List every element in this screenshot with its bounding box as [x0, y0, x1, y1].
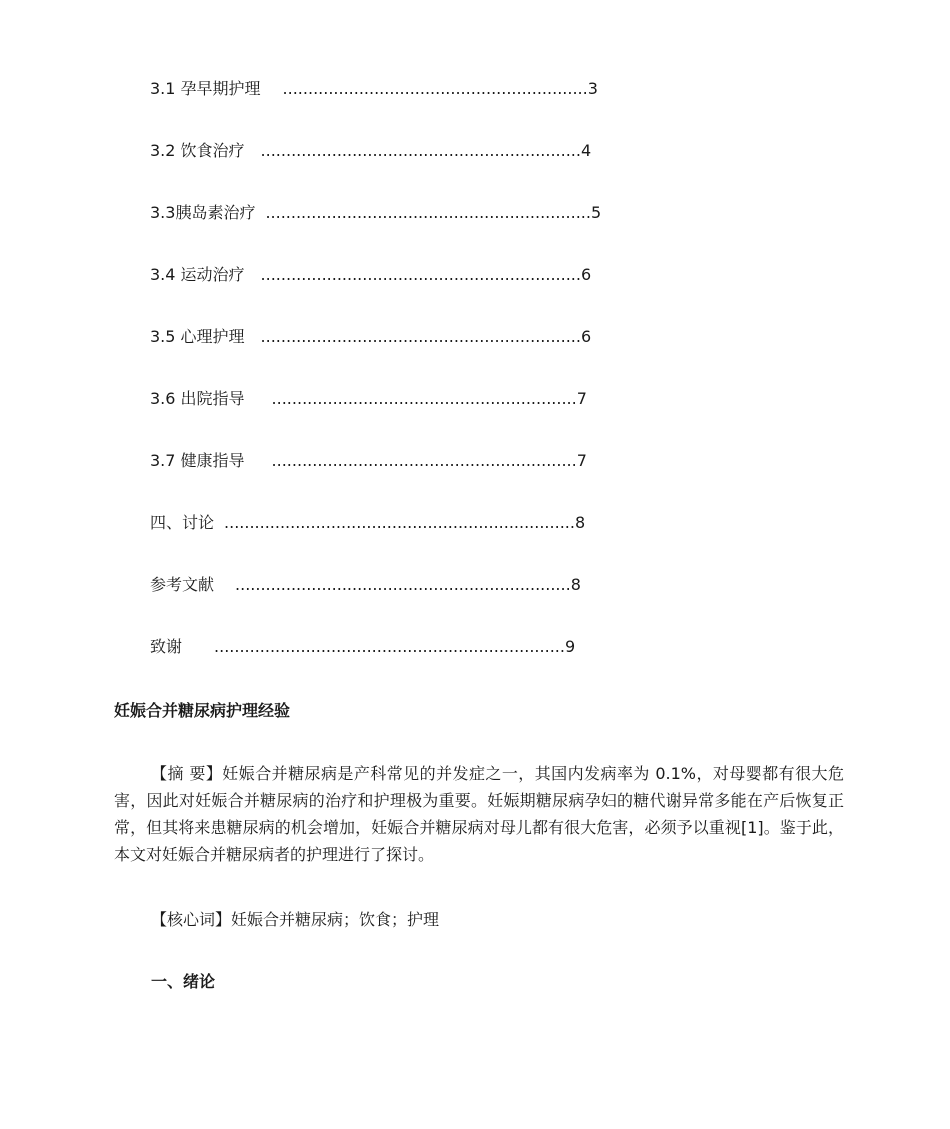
toc-entry-leader: ............................................................ [271, 451, 577, 470]
toc-entry [150, 387, 587, 411]
toc-entry-title: 3.5 心理护理 [150, 327, 245, 346]
toc-entry-leader: ............................................................... [260, 265, 581, 284]
toc-entry-title: 四、讨论 [150, 513, 215, 532]
toc-entry [150, 635, 575, 659]
toc-entry-title: 参考文献 [150, 575, 215, 594]
toc-entry-leader: ................................................................ [265, 203, 591, 222]
toc-entry-leader: ............................................................ [282, 79, 588, 98]
toc-entry [150, 263, 591, 287]
toc-entry-title: 致谢 [150, 637, 183, 656]
toc-entry-leader: ............................................................... [260, 141, 581, 160]
toc-entry [150, 77, 598, 101]
toc-entry-page: 8 [574, 513, 586, 532]
toc-entry-page: 9 [564, 637, 576, 656]
toc-entry-title: 3.2 饮食治疗 [150, 141, 245, 160]
toc-entry [150, 139, 591, 163]
toc-entry [150, 449, 587, 473]
toc-entry-title: 3.1 孕早期护理 [150, 79, 261, 98]
toc-entry-page: 3 [587, 79, 598, 98]
toc-entry-title: 3.3胰岛素治疗 [150, 203, 256, 222]
toc-entry [150, 325, 591, 349]
abstract-paragraph: 【摘 要】妊娠合并糖尿病是产科常见的并发症之一，其国内发病率为 0.1%，对母婴都有很大危害，因此对妊娠合并糖尿病的治疗和护理极为重要。妊娠期糖尿病孕妇的糖代谢异常多能在产后恢复正常，但其将来患糖尿病的机会增加，妊娠合并糖尿病对母儿都有很大危害，必须予以重视[1]。鉴于此，本文对妊娠合并糖尿病者的护理进行了探讨。 [114, 764, 844, 864]
toc-entry-page: 7 [576, 451, 587, 470]
toc-entry [150, 201, 601, 225]
toc-entry-page: 7 [576, 389, 587, 408]
toc-entry-title: 3.4 运动治疗 [150, 265, 245, 284]
toc-entry [150, 573, 581, 597]
toc-entry-page: 8 [570, 575, 581, 594]
toc-entry-title: 3.6 出院指导 [150, 389, 245, 408]
toc-entry-leader: ............................................................... [260, 327, 581, 346]
toc-entry-leader: ..................................................................... [224, 513, 575, 532]
toc-entry-page: 5 [590, 203, 602, 222]
document-title: 妊娠合并糖尿病护理经验 [114, 701, 291, 720]
toc-entry-title: 3.7 健康指导 [150, 451, 245, 470]
toc-entry-page: 4 [580, 141, 592, 160]
toc-entry-page: 6 [580, 265, 592, 284]
toc-entry-leader: ............................................................ [271, 389, 577, 408]
toc-entry-page: 6 [580, 327, 592, 346]
toc-entry-leader: .................................................................. [235, 575, 571, 594]
section-heading-introduction: 一、绪论 [151, 972, 216, 991]
keywords-line: 【核心词】妊娠合并糖尿病；饮食；护理 [151, 910, 440, 929]
toc-entry [150, 511, 585, 535]
toc-entry-leader: ..................................................................... [214, 637, 565, 656]
